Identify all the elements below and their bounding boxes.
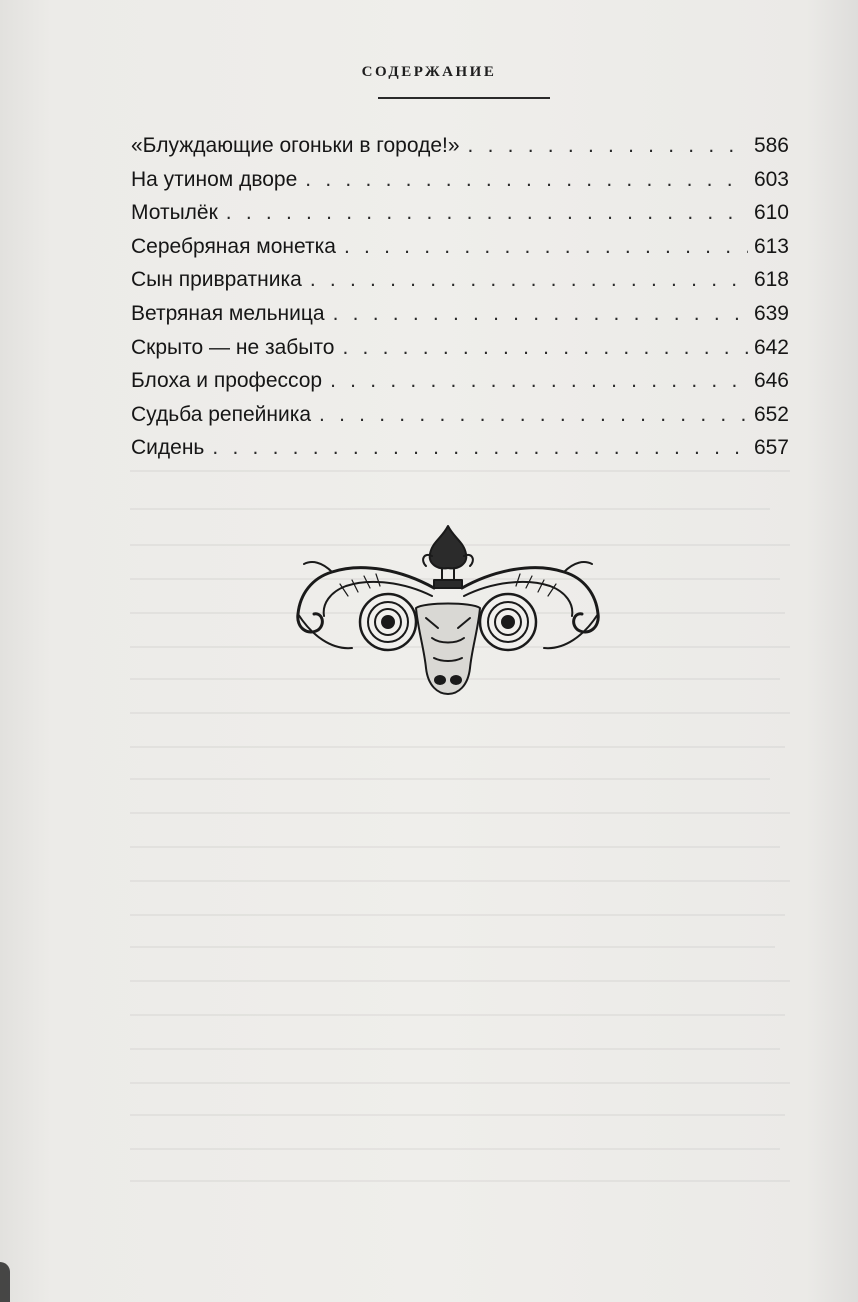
ram-head-ornament-icon xyxy=(292,518,604,700)
toc-entry xyxy=(131,302,789,336)
toc-entry-title: Сидень xyxy=(131,436,205,460)
toc-leader-dots xyxy=(468,134,748,158)
toc-leader-dots xyxy=(333,302,748,326)
toc-leader-dots xyxy=(319,403,748,427)
toc-entry-title: На утином дворе xyxy=(131,167,298,191)
toc-entry-page: 603 xyxy=(753,167,789,191)
toc-entry xyxy=(131,134,789,168)
table-of-contents xyxy=(131,134,789,470)
toc-entry xyxy=(131,235,789,269)
toc-entry-page: 642 xyxy=(753,335,789,359)
toc-entry-title: Блоха и профессор xyxy=(131,369,323,393)
toc-entry-title: Серебряная монетка xyxy=(131,234,336,258)
toc-entry-page: 586 xyxy=(753,134,789,157)
toc-entry-title: Ветряная мельница xyxy=(131,301,325,325)
toc-entry-title: Скрыто — не забыто xyxy=(131,335,335,359)
toc-entry xyxy=(131,268,789,302)
toc-entry-page: 613 xyxy=(753,234,789,258)
toc-entry-page: 639 xyxy=(753,301,789,325)
page-edge-shadow xyxy=(0,1262,10,1302)
toc-entry-title: Мотылёк xyxy=(131,201,218,225)
toc-entry-title: «Блуждающие огоньки в городе!» xyxy=(131,134,460,157)
toc-entry-title: Сын привратника xyxy=(131,268,302,292)
toc-leader-dots xyxy=(310,268,748,292)
toc-leader-dots xyxy=(226,201,748,225)
toc-entry-page: 657 xyxy=(753,436,789,460)
toc-leader-dots xyxy=(330,369,748,393)
toc-leader-dots xyxy=(212,436,748,460)
toc-entry-page: 610 xyxy=(753,201,789,225)
page-title: СОДЕРЖАНИЕ xyxy=(361,64,497,80)
toc-leader-dots xyxy=(344,235,748,259)
toc-leader-dots xyxy=(305,168,748,192)
toc-entry xyxy=(131,403,789,437)
toc-entry xyxy=(131,201,789,235)
toc-entry-page: 652 xyxy=(753,402,789,426)
toc-leader-dots xyxy=(342,336,747,360)
toc-entry xyxy=(131,168,789,202)
toc-entry xyxy=(131,369,789,403)
toc-entry-page: 618 xyxy=(753,268,789,292)
toc-entry-title: Судьба репейника xyxy=(131,402,312,426)
toc-entry xyxy=(131,336,789,370)
toc-entry-page: 646 xyxy=(753,369,789,393)
toc-entry xyxy=(131,436,789,470)
title-underline xyxy=(378,97,550,99)
